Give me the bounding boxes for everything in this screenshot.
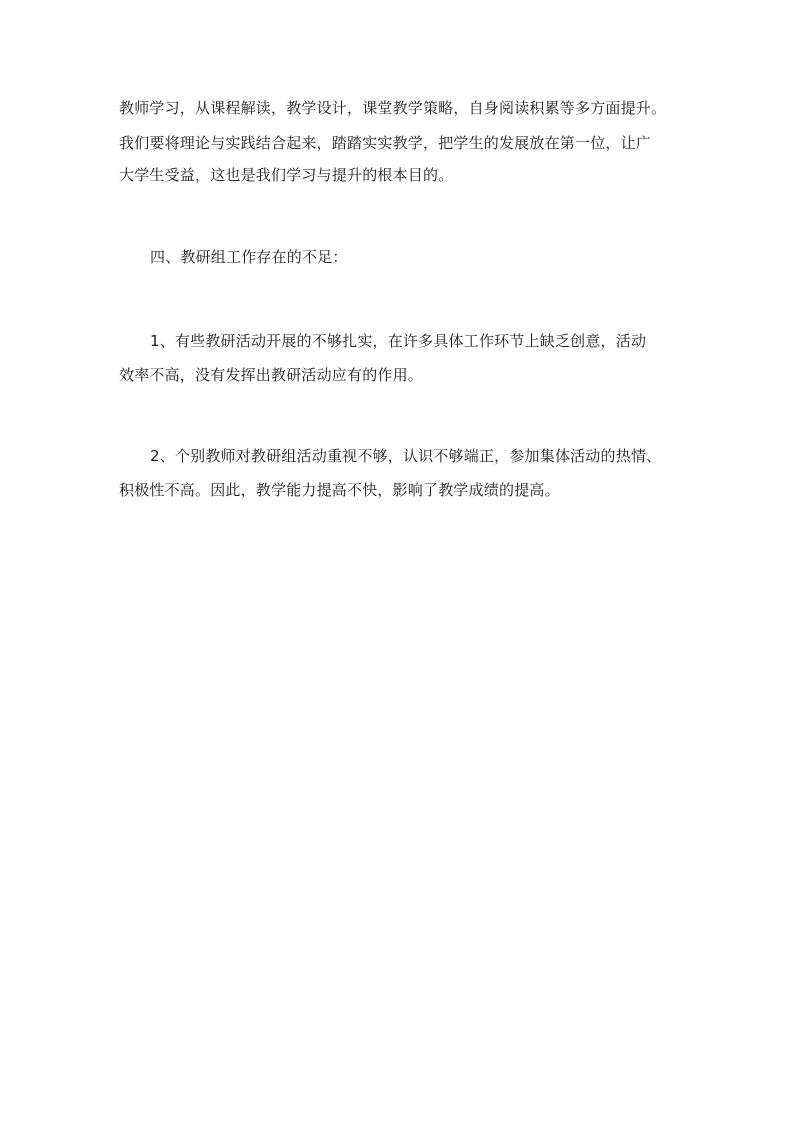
text-line: 大学生受益，这也是我们学习与提升的根本目的。 — [119, 166, 454, 184]
text-line: 积极性不高。因此，教学能力提高不快，影响了教学成绩的提高。 — [119, 481, 560, 499]
text-line: 1、有些教研活动开展的不够扎实，在许多具体工作环节上缺乏创意，活动 — [150, 332, 647, 350]
text-line: 2、个别教师对教研组活动重视不够，认识不够端正，参加集体活动的热情、 — [150, 447, 662, 465]
section-heading: 四、教研组工作存在的不足： — [150, 248, 348, 266]
text-line: 教师学习，从课程解读，教学设计，课堂教学策略，自身阅读积累等多方面提升。 — [119, 99, 667, 117]
text-line: 我们要将理论与实践结合起来，踏踏实实教学，把学生的发展放在第一位，让广 — [119, 134, 652, 152]
text-line: 效率不高，没有发挥出教研活动应有的作用。 — [119, 366, 424, 384]
